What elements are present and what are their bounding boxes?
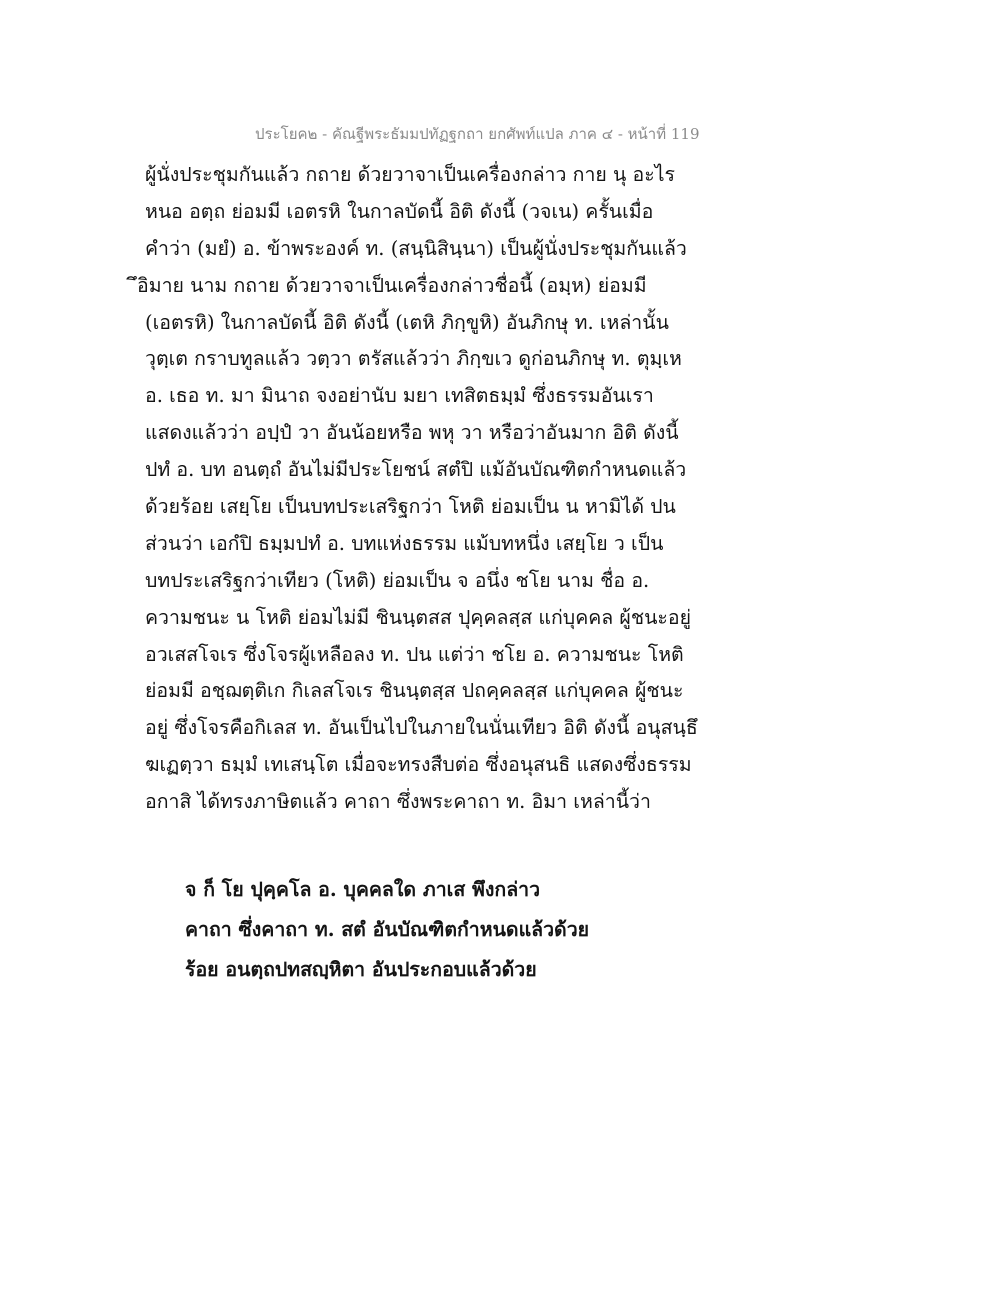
text-line: ึอิมาย นาม กถาย ด้วยวาจาเป็นเครื่องกล่าวชื่อนี้ (อมฺห) ย่อมมี — [137, 273, 647, 297]
text-line: ด้วยร้อย เสยฺโย เป็นบทประเสริฐกว่า โหติ ย่อมเป็น น หามิได้ ปน — [145, 495, 676, 519]
running-header: ประโยค๒ - คัณฐีพระธัมมปทัฏฐกถา ยกศัพท์แปล ภาค ๔ - หน้าที่ 119 — [255, 125, 700, 143]
text-line: อยู่ ซึ่งโจรคือกิเลส ท. อันเป็นไปในภายในนั่นเทียว อิติ ดังนี้ อนุสนฺธึ — [145, 716, 698, 740]
text-line: ผู้นั่งประชุมกันแล้ว กถาย ด้วยวาจาเป็นเครื่องกล่าว กาย นุ อะไร — [145, 163, 676, 186]
verse-line: คาถา ซึ่งคาถา ท. สตํ อันบัณฑิตกำหนดแล้วด้วย — [185, 918, 590, 941]
text-line: ฆเฏตฺวา ธมฺมํ เทเสนฺโต เมื่อจะทรงสืบต่อ ซึ่งอนุสนธิ แสดงซึ่งธรรม — [145, 753, 692, 777]
body-paragraph — [137, 157, 865, 821]
text-line: ปทํ อ. บท อนตฺถํ อันไม่มีประโยชน์ สตํปิ แม้อันบัณฑิตกำหนดแล้ว — [145, 458, 687, 482]
text-line: (เอตรหิ) ในกาลบัดนี้ อิติ ดังนี้ (เตหิ ภิกฺขูหิ) อันภิกษุ ท. เหล่านั้น — [145, 310, 669, 334]
text-line: อวเสสโจเร ซึ่งโจรผู้เหลือลง ท. ปน แต่ว่า ชโย อ. ความชนะ โหติ — [145, 642, 684, 666]
text-line: อกาสิ ได้ทรงภาษิตแล้ว คาถา ซึ่งพระคาถา ท. อิมา เหล่านี้ว่า — [145, 790, 651, 814]
text-line: คำว่า (มยํ) อ. ข้าพระองค์ ท. (สนฺนิสินฺนา) เป็นผู้นั่งประชุมกันแล้ว — [145, 236, 687, 260]
verse-block — [185, 870, 805, 990]
text-line: อ. เธอ ท. มา มินาถ จงอย่านับ มยา เทสิตธมฺมํ ซึ่งธรรมอันเรา — [145, 384, 654, 408]
text-line: ความชนะ น โหติ ย่อมไม่มี ชินนฺตสส ปุคฺคลสฺส แก่บุคคล ผู้ชนะอยู่ — [145, 605, 692, 629]
text-line: หนอ อตฺถ ย่อมมี เอตรหิ ในกาลบัดนี้ อิติ ดังนี้ (วจเน) ครั้นเมื่อ — [145, 199, 654, 223]
text-line: ส่วนว่า เอกํปิ ธมฺมปทํ อ. บทแห่งธรรม แม้บทหนึ่ง เสยฺโย ว เป็น — [145, 531, 664, 555]
text-line: บทประเสริฐกว่าเทียว (โหติ) ย่อมเป็น จ อนึ่ง ชโย นาม ชื่อ อ. — [145, 568, 650, 592]
verse-line: ร้อย อนตฺถปทสญฺหิตา อันประกอบแล้วด้วย — [185, 958, 537, 981]
text-line: แสดงแล้วว่า อปฺปํ วา อันน้อยหรือ พหุ วา หรือว่าอันมาก อิติ ดังนี้ — [145, 421, 679, 445]
text-line: วุตฺเต กราบทูลแล้ว วตฺวา ตรัสแล้วว่า ภิกฺขเว ดูก่อนภิกษุ ท. ตุมฺเห — [145, 347, 682, 371]
verse-line: จ ก็ โย ปุคฺคโล อ. บุคคลใด ภาเส พึงกล่าว — [185, 878, 541, 901]
text-line: ย่อมมี อชฺฌตฺติเก กิเลสโจเร ชินนฺตสฺส ปถคฺคลสฺส แก่บุคคล ผู้ชนะ — [145, 679, 684, 703]
